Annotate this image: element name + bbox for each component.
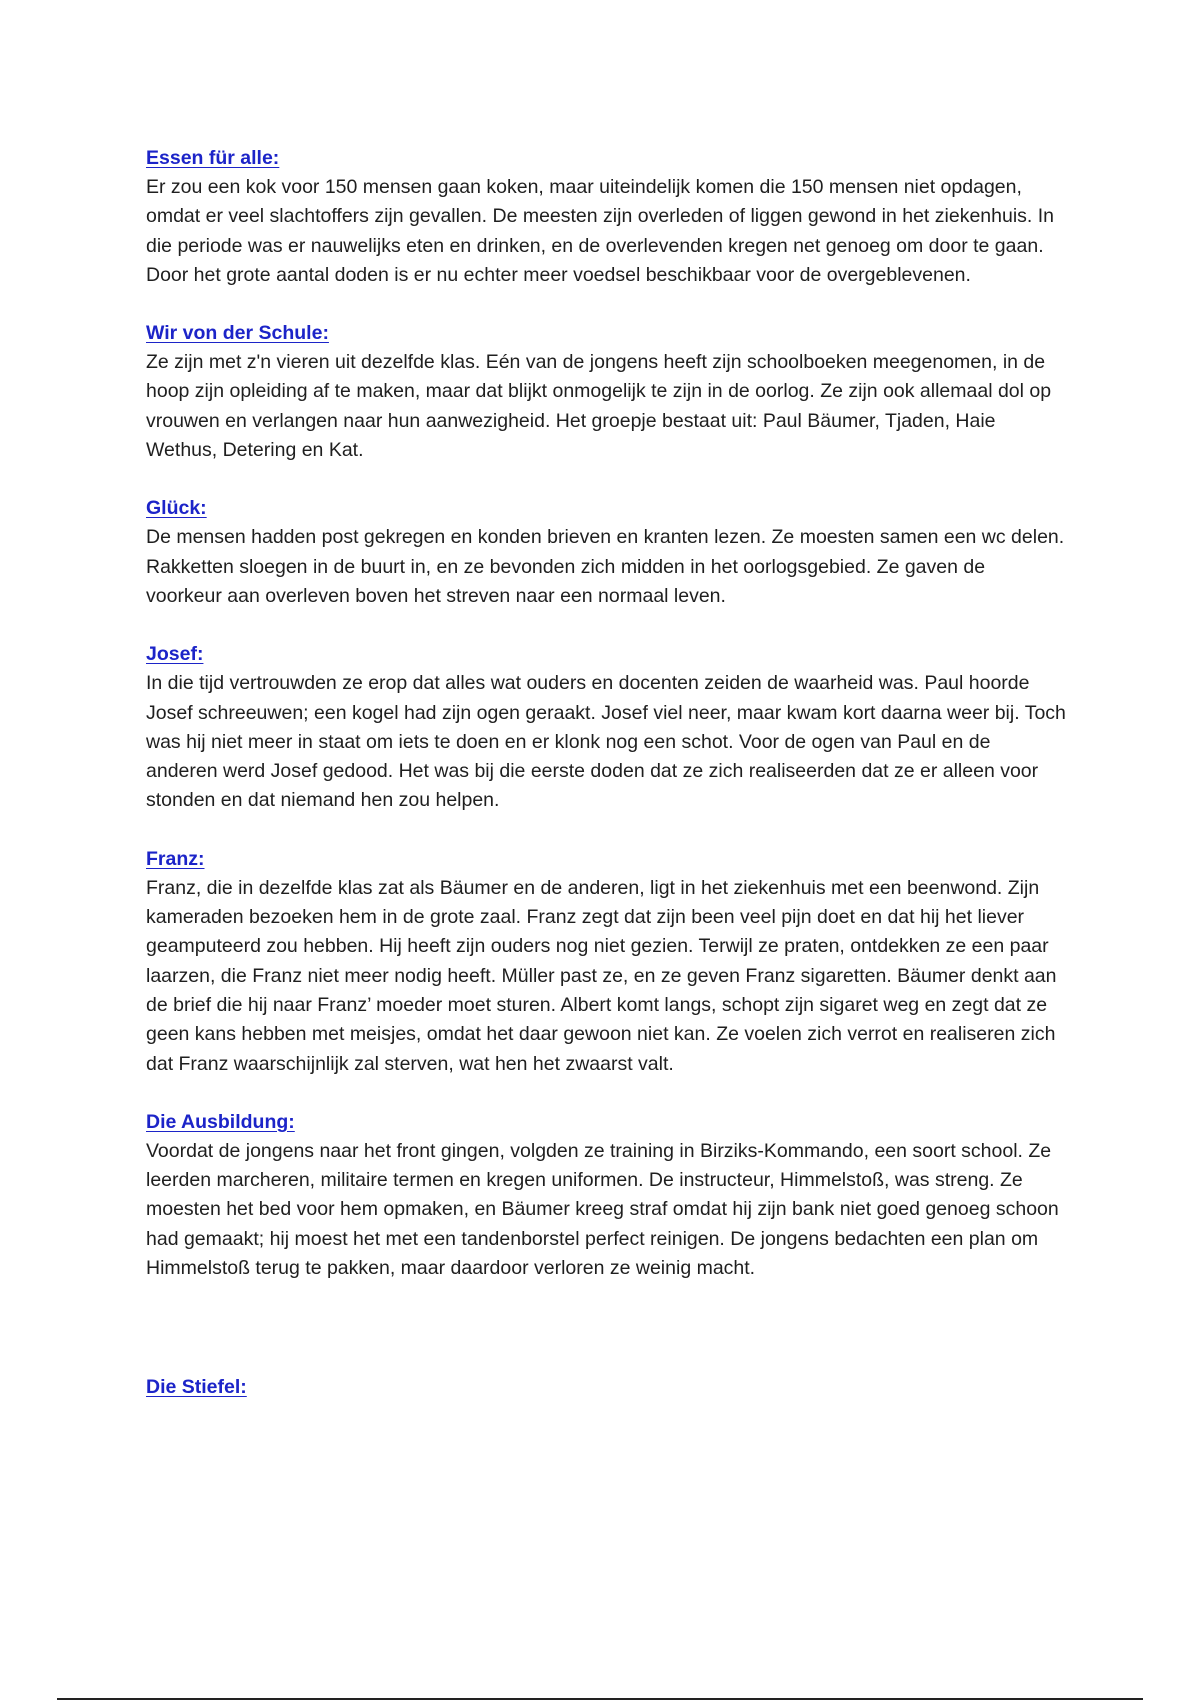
document-content: [146, 144, 1066, 1431]
section-text: Ze zijn met z'n vieren uit dezelfde klas. Eén van de jongens heeft zijn schoolboeken meegenomen, in de hoop zijn opleiding af te maken, maar dat blijkt onmogelijk te zijn in de oorlog. Ze zijn ook allemaal dol op vrouwen en verlangen naar hun aanwezigheid. Het groepje bestaat uit: Paul Bäumer, Tjaden, Haie Wethus, Detering en Kat.: [146, 351, 1052, 462]
section-heading: Essen für alle:: [146, 147, 280, 169]
section-heading: Glück:: [146, 497, 207, 520]
section-text: De mensen hadden post gekregen en konden brieven en kranten lezen. Ze moesten samen een wc delen. Rakketten sloegen in de buurt in, en ze bevonden zich midden in het oorlogsgebied. Ze gaven de voorkeur aan overleven boven het streven naar een normaal leven.: [146, 526, 1065, 607]
section-heading: Wir von der Schule:: [146, 322, 329, 345]
section-heading: Die Stiefel:: [146, 1376, 247, 1399]
section-text: In die tijd vertrouwden ze erop dat alles wat ouders en docenten zeiden de waarheid was. Paul hoorde Josef schreeuwen; een kogel had zijn ogen geraakt. Josef viel neer, maar kwam kort daarna weer bij. Toch was hij niet meer in staat om iets te doen en er klonk nog een schot. Voor de ogen van Paul en de anderen werd Josef gedood. Het was bij die eerste doden dat ze zich realiseerden dat ze er alleen voor stonden en dat niemand hen zou helpen.: [146, 672, 1066, 812]
section-wir-von-der-schule: [146, 319, 1066, 465]
section-die-stiefel: [146, 1373, 1066, 1402]
section-text: Er zou een kok voor 150 mensen gaan koken, maar uiteindelijk komen die 150 mensen niet opdagen, omdat er veel slachtoffers zijn gevallen. De meesten zijn overleden of liggen gewond in het ziekenhuis. In die periode was er nauwelijks eten en drinken, en de overlevenden kregen net genoeg om door te gaan. Door het grote aantal doden is er nu echter meer voedsel beschikbaar voor de overgeblevenen.: [146, 176, 1055, 286]
section-josef: [146, 640, 1066, 815]
section-gluck: [146, 494, 1066, 611]
section-heading: Die Ausbildung:: [146, 1110, 295, 1133]
section-die-ausbildung: [146, 1108, 1066, 1283]
section-franz: [146, 845, 1066, 1079]
section-heading: Josef:: [146, 643, 204, 666]
section-text: Voordat de jongens naar het front gingen, volgden ze training in Birziks-Kommando, een soort school. Ze leerden marcheren, militaire termen en kregen uniformen. De instructeur, Himmelstoß, was streng. Ze moesten het bed voor hem opmaken, en Bäumer kreeg straf omdat hij zijn bank niet goed genoeg schoon had gemaakt; hij moest het met een tandenborstel perfect reinigen. De jongens bedachten een plan om Himmelstoß terug te pakken, maar daardoor verloren ze weinig macht.: [146, 1139, 1059, 1280]
section-heading: Franz:: [146, 847, 205, 870]
section-text: Franz, die in dezelfde klas zat als Bäumer en de anderen, ligt in het ziekenhuis met een beenwond. Zijn kameraden bezoeken hem in de grote zaal. Franz zegt dat zijn been veel pijn doet en dat hij het liever geamputeerd zou hebben. Hij heeft zijn ouders nog niet gezien. Terwijl ze praten, ontdekken ze een paar laarzen, die Franz niet meer nodig heeft. Müller past ze, en ze geven Franz sigaretten. Bäumer denkt aan de brief die hij naar Franz’ moeder moet sturen. Albert komt langs, schopt zijn sigaret weg en zegt dat ze geen kans hebben met meisjes, omdat het daar gewoon niet kan. Ze voelen zich verrot en realiseren zich dat Franz waarschijnlijk zal sterven, wat hen het zwaarst valt.: [146, 876, 1057, 1075]
section-essen-fur-alle: [146, 144, 1066, 290]
